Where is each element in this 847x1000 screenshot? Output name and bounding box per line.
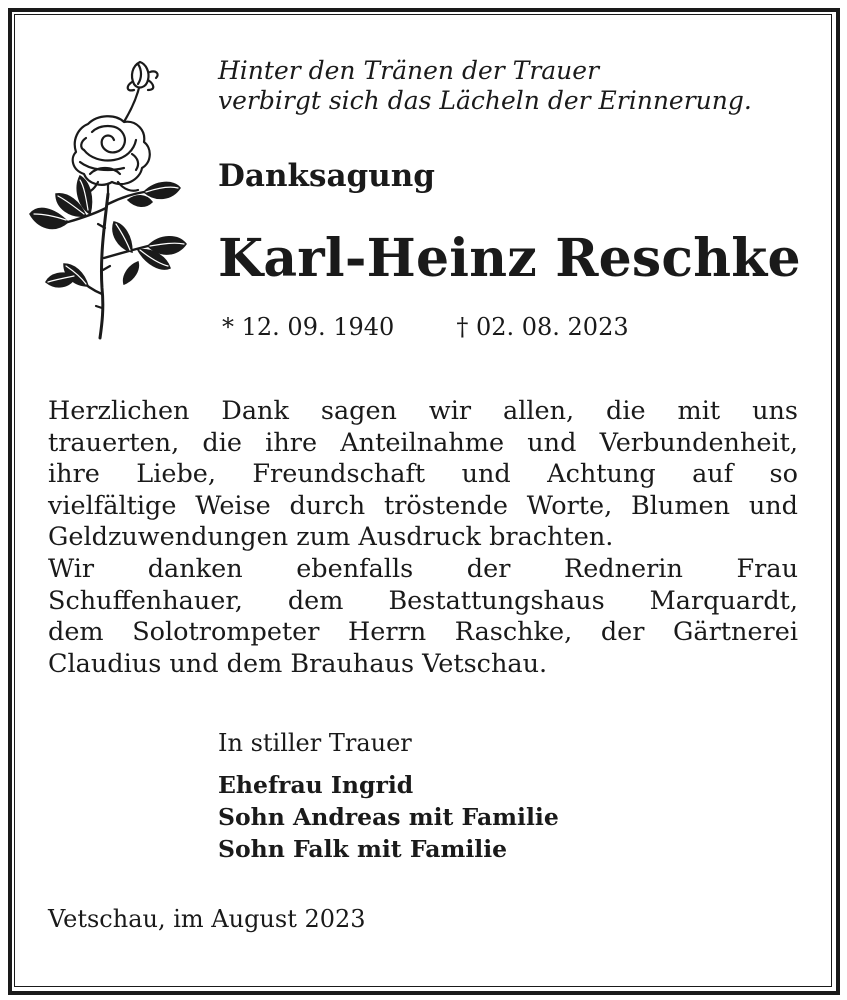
- thank-you-text: [48, 396, 798, 680]
- family-member: Sohn Andreas mit Familie: [218, 803, 559, 831]
- place-date: Vetschau, im August 2023: [48, 905, 366, 933]
- body-line: Geldzuwendungen zum Ausdruck brachten.: [48, 522, 614, 553]
- death-date: † 02. 08. 2023: [456, 313, 629, 341]
- family-list: [218, 769, 798, 865]
- body-line: Schuffenhauer, dem Bestattungshaus Marquardt,: [48, 585, 798, 616]
- deceased-name: Karl-Heinz Reschke: [218, 228, 801, 289]
- heading: Danksagung: [218, 158, 435, 194]
- body-line: trauerten, die ihre Anteilnahme und Verbundenheit,: [48, 427, 798, 458]
- motto: [218, 56, 818, 116]
- signoff: [218, 727, 798, 865]
- family-member: Sohn Falk mit Familie: [218, 835, 508, 863]
- signoff-intro: In stiller Trauer: [218, 729, 412, 757]
- body-line: Wir danken ebenfalls der Rednerin Frau: [48, 553, 798, 584]
- body-line: Claudius und dem Brauhaus Vetschau.: [48, 648, 548, 679]
- body-line: dem Solotrompeter Herrn Raschke, der Gärtnerei: [48, 617, 798, 648]
- rose-icon: [28, 58, 188, 342]
- birth-date: * 12. 09. 1940: [222, 313, 395, 341]
- body-line: Herzlichen Dank sagen wir allen, die mit uns: [48, 396, 798, 426]
- motto-line-2: verbirgt sich das Lächeln der Erinnerung.: [218, 86, 752, 115]
- motto-line-1: Hinter den Tränen der Trauer: [218, 56, 600, 85]
- body-line: vielfältige Weise durch tröstende Worte, Blumen und: [48, 490, 798, 521]
- body-line: ihre Liebe, Freundschaft und Achtung auf so: [48, 459, 798, 490]
- life-dates: [222, 310, 629, 344]
- family-member: Ehefrau Ingrid: [218, 771, 414, 799]
